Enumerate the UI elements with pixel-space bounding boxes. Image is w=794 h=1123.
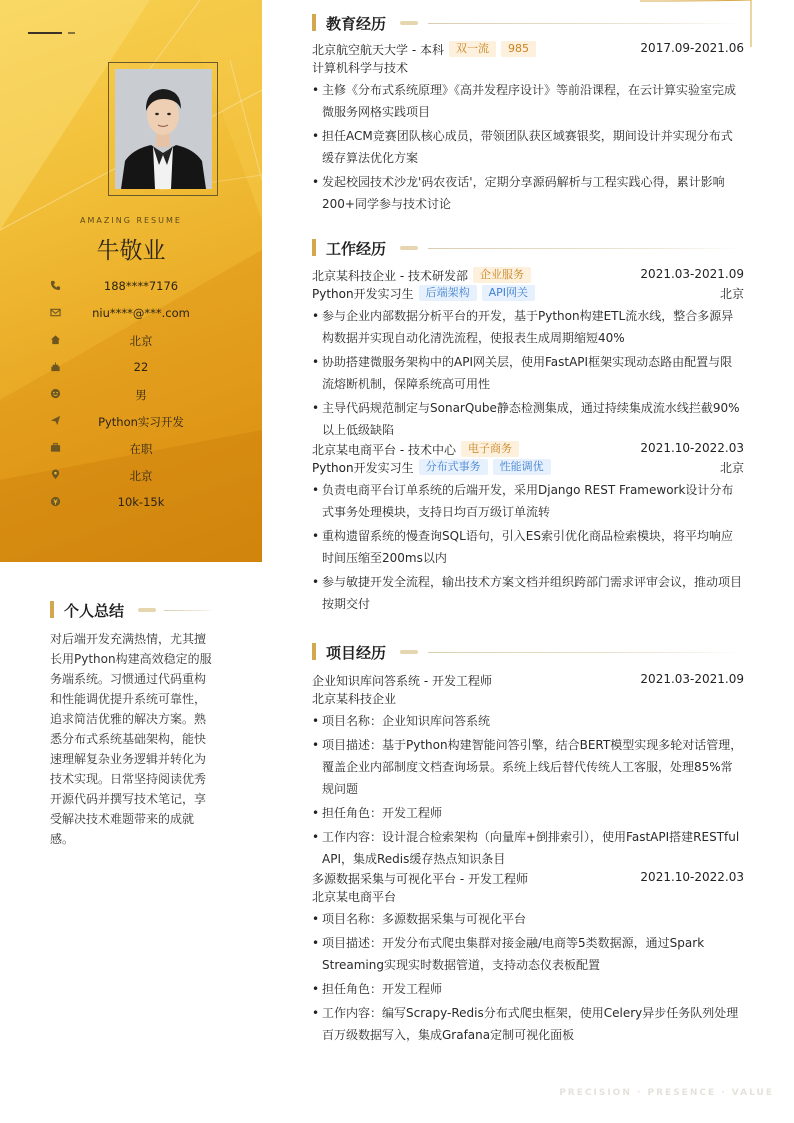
decor-dash <box>28 32 62 34</box>
education-bullets <box>312 79 744 215</box>
job-city: 北京 <box>719 461 744 475</box>
heading-accent-bar <box>312 14 316 31</box>
email-value: niu****@***.com <box>92 306 190 320</box>
list-item: • 负责电商平台订单系统的后端开发，采用Django REST Framework设计分布式事务处理模块，支持日均百万级订单流转 <box>312 479 744 523</box>
job-target-value: Python实习开发 <box>98 415 184 429</box>
list-item: • 担任角色：开发工程师 <box>312 978 744 1000</box>
summary-text: 对后端开发充满热情，尤其擅长用Python构建高效稳定的服务端系统。习惯通过代码重构和性能调优提升系统可靠性，追求简洁优雅的解决方案。熟悉分布式系统基础架构，能快速理解复杂业务逻辑并转化为技术实现。日常坚持阅读优秀开源代码并撰写技术笔记，享受解决技术难题带来的成就感。 <box>50 632 212 846</box>
list-item: • 担任ACM竞赛团队核心成员，带领团队获区域赛银奖，期间设计并实现分布式缓存算法优化方案 <box>312 125 744 169</box>
status-value: 在职 <box>129 442 153 456</box>
info-age <box>0 357 262 384</box>
list-item: • 工作内容：编写Scrapy-Redis分布式爬虫框架，使用Celery异步任务队列处理百万级数据写入，集成Grafana定制可视化面板 <box>312 1002 744 1046</box>
job-date: 2021.10-2022.03 <box>640 441 744 455</box>
heading-pill <box>400 21 418 25</box>
work-section <box>312 238 744 615</box>
heading-accent-bar <box>312 239 316 256</box>
list-item: • 项目名称：企业知识库问答系统 <box>312 710 744 732</box>
project-org-line <box>312 888 744 906</box>
info-phone <box>0 276 262 303</box>
list-item: • 工作内容：设计混合检索架构（向量库+倒排索引），使用FastAPI搭建RESTful API，集成Redis缓存热点知识条目 <box>312 826 744 870</box>
profile-photo <box>115 69 212 189</box>
work-heading <box>312 238 744 256</box>
heading-divider <box>428 23 744 24</box>
school-tag: 双一流 <box>449 41 496 57</box>
heading-divider <box>164 610 214 611</box>
education-date: 2017.09-2021.06 <box>640 41 744 55</box>
info-job-target <box>0 411 262 438</box>
job-role-line <box>312 285 744 303</box>
company-name: 北京某科技企业 - 技术研发部 <box>312 269 468 283</box>
info-status <box>0 438 262 465</box>
projects-title: 项目经历 <box>326 644 387 662</box>
job-bullets <box>312 479 744 615</box>
education-major-line <box>312 59 744 77</box>
list-item: • 项目名称：多源数据采集与可视化平台 <box>312 908 744 930</box>
skill-tag: 后端架构 <box>419 285 477 301</box>
list-item: • 发起校园技术沙龙'码农夜话'，定期分享源码解析与工程实践心得，累计影响200+同学参与技术讨论 <box>312 171 744 215</box>
project-name: 企业知识库问答系统 - 开发工程师 <box>312 674 492 688</box>
projects-section <box>312 642 744 1046</box>
project-header <box>312 672 744 690</box>
list-item: • 项目描述：开发分布式爬虫集群对接金融/电商等5类数据源，通过Spark Streaming实现实时数据管道，支持动态仪表板配置 <box>312 932 744 976</box>
project-org: 北京某科技企业 <box>312 692 397 706</box>
project-date: 2021.03-2021.09 <box>640 672 744 686</box>
project-name: 多源数据采集与可视化平台 - 开发工程师 <box>312 872 528 886</box>
age-value: 22 <box>133 360 149 374</box>
heading-pill <box>400 246 418 250</box>
info-email <box>0 303 262 330</box>
heading-accent-bar <box>50 601 54 618</box>
job-header <box>312 441 744 459</box>
job-bullets <box>312 305 744 441</box>
phone-value: 188****7176 <box>103 279 179 293</box>
list-item: • 参与企业内部数据分析平台的开发，基于Python构建ETL流水线，整合多源异构数据并实现自动化清洗流程，使报表生成周期缩短40% <box>312 305 744 349</box>
info-location <box>0 465 262 492</box>
decor-dash-short <box>68 32 75 34</box>
list-item: • 主导代码规范制定与SonarQube静态检测集成，通过持续集成流水线拦截90%以上低级缺陷 <box>312 397 744 441</box>
info-salary <box>0 492 262 519</box>
list-item: • 主修《分布式系统原理》《高并发程序设计》等前沿课程，在云计算实验室完成微服务网格实践项目 <box>312 79 744 123</box>
project-bullets <box>312 710 744 870</box>
person-name: 牛敬业 <box>96 238 166 264</box>
heading-accent-bar <box>312 643 316 660</box>
job-date: 2021.03-2021.09 <box>640 267 744 281</box>
list-item: • 参与敏捷开发全流程，输出技术方案文档并组织跨部门需求评审会议，推动项目按期交付 <box>312 571 744 615</box>
job-role-line <box>312 459 744 477</box>
industry-tag: 企业服务 <box>473 267 531 283</box>
summary-heading <box>50 600 215 618</box>
salary-value: 10k-15k <box>117 495 165 509</box>
work-title: 工作经历 <box>326 240 387 258</box>
list-item: • 重构遗留系统的慢查询SQL语句，引入ES索引优化商品检索模块，将平均响应时间压缩至200ms以内 <box>312 525 744 569</box>
skill-tag: API网关 <box>482 285 535 301</box>
project-date: 2021.10-2022.03 <box>640 870 744 884</box>
job-role: Python开发实习生 <box>312 287 414 301</box>
gender-value: 男 <box>135 388 147 402</box>
major: 计算机科学与技术 <box>312 61 409 75</box>
heading-pill <box>138 608 156 612</box>
industry-tag: 电子商务 <box>461 441 519 457</box>
heading-pill <box>400 650 418 654</box>
school-name: 北京航空航天大学 - 本科 <box>312 43 444 57</box>
education-heading <box>312 13 744 31</box>
list-item: • 协助搭建微服务架构中的API网关层，使用FastAPI框架实现动态路由配置与限流熔断机制，保障系统高可用性 <box>312 351 744 395</box>
education-entry-header <box>312 41 744 59</box>
list-item: • 担任角色：开发工程师 <box>312 802 744 824</box>
contact-info-list <box>0 276 262 519</box>
education-title: 教育经历 <box>326 15 387 33</box>
project-bullets <box>312 908 744 1046</box>
location-value: 北京 <box>129 469 153 483</box>
heading-divider <box>428 652 744 653</box>
skill-tag: 性能调优 <box>493 459 551 475</box>
hometown-value: 北京 <box>129 334 153 348</box>
education-section <box>312 13 744 215</box>
footer-motto: PRECISION · PRESENCE · VALUE <box>559 1088 774 1098</box>
job-role: Python开发实习生 <box>312 461 414 475</box>
list-item: • 项目描述：基于Python构建智能问答引擎，结合BERT模型实现多轮对话管理，覆盖企业内部制度文档查询场景。系统上线后替代传统人工客服，处理85%常规问题 <box>312 734 744 800</box>
projects-heading <box>312 642 744 660</box>
summary-title: 个人总结 <box>64 602 125 620</box>
project-org-line <box>312 690 744 708</box>
tagline: AMAZING RESUME <box>80 216 182 225</box>
skill-tag: 分布式事务 <box>419 459 488 475</box>
project-header <box>312 870 744 888</box>
school-tag: 985 <box>501 41 536 57</box>
job-header <box>312 267 744 285</box>
project-org: 北京某电商平台 <box>312 890 397 904</box>
heading-divider <box>428 248 744 249</box>
job-city: 北京 <box>719 287 744 301</box>
info-gender <box>0 384 262 411</box>
info-home <box>0 330 262 357</box>
company-name: 北京某电商平台 - 技术中心 <box>312 443 456 457</box>
